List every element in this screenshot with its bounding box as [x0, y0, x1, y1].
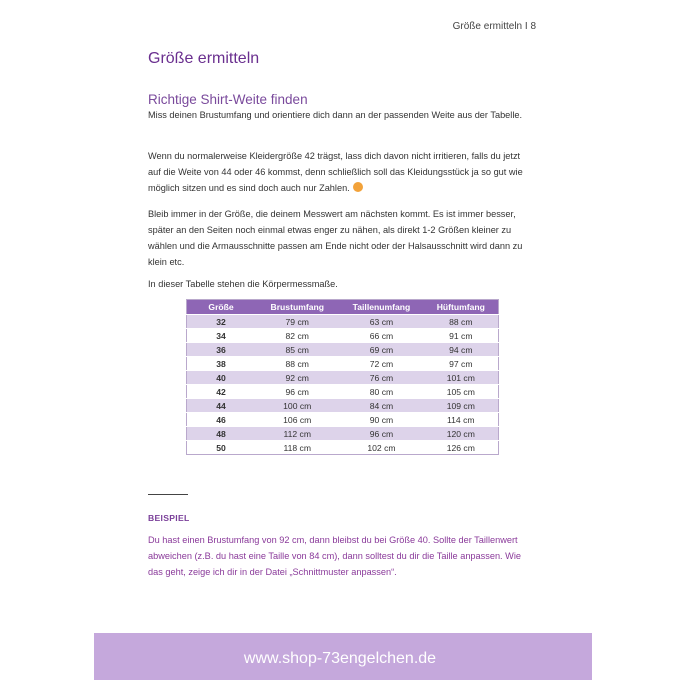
table-cell: 91 cm	[424, 329, 499, 343]
table-row	[187, 371, 499, 385]
table-cell: 46	[187, 413, 256, 427]
table-row	[187, 399, 499, 413]
table-row	[187, 343, 499, 357]
table-cell: 112 cm	[255, 427, 339, 441]
page-title: Größe ermitteln	[148, 50, 260, 67]
table-header-row	[187, 300, 499, 315]
smiley-icon	[353, 182, 363, 192]
table-cell: 102 cm	[339, 441, 423, 455]
table-cell: 82 cm	[255, 329, 339, 343]
table-body	[187, 315, 499, 455]
table-row	[187, 315, 499, 329]
table-cell: 106 cm	[255, 413, 339, 427]
example-text: Du hast einen Brustumfang von 92 cm, dann bleibst du bei Größe 40. Sollte der Taillenwert abweichen (z.B. du hast eine Taille von 84 cm), dann solltest du dir die Taille anpassen. Wie das geht, zeige ich dir in der Datei „Schnittmuster anpassen“.	[148, 535, 521, 577]
paragraph-advice: Bleib immer in der Größe, die deinem Messwert am nächsten kommt. Es ist immer besser, später an den Seiten noch einmal etwas enger zu nähen, als direkt 1-2 Größen kleiner zu wählen und die Armausschnitte passen am Ende nicht oder der Halsausschnitt wird dann zu klein etc.	[148, 209, 523, 267]
table-cell: 88 cm	[424, 315, 499, 329]
table-cell: 34	[187, 329, 256, 343]
table-cell: 96 cm	[255, 385, 339, 399]
table-cell: 72 cm	[339, 357, 423, 371]
table-cell: 50	[187, 441, 256, 455]
table-header-cell: Hüftumfang	[424, 300, 499, 315]
table-header-cell: Brustumfang	[255, 300, 339, 315]
table-row	[187, 413, 499, 427]
table-cell: 114 cm	[424, 413, 499, 427]
table-header-cell: Taillenumfang	[339, 300, 423, 315]
table-cell: 40	[187, 371, 256, 385]
table-cell: 32	[187, 315, 256, 329]
table-cell: 85 cm	[255, 343, 339, 357]
table-cell: 36	[187, 343, 256, 357]
table-cell: 105 cm	[424, 385, 499, 399]
example-heading: BEISPIEL	[148, 513, 190, 523]
table-header-cell: Größe	[187, 300, 256, 315]
table-row	[187, 441, 499, 455]
table-row	[187, 357, 499, 371]
table-cell: 94 cm	[424, 343, 499, 357]
table-cell: 66 cm	[339, 329, 423, 343]
table-cell: 48	[187, 427, 256, 441]
paragraph-size-note-text: Wenn du normalerweise Kleidergröße 42 trägst, lass dich davon nicht irritieren, falls du jetzt auf die Weite von 44 oder 46 kommst, denn schließlich soll das Kleidungsstück ja so gut wie möglich sitzen und es sind doch auch nur Zahlen.	[148, 151, 523, 193]
table-cell: 84 cm	[339, 399, 423, 413]
table-cell: 92 cm	[255, 371, 339, 385]
table-cell: 100 cm	[255, 399, 339, 413]
table-cell: 88 cm	[255, 357, 339, 371]
table-row	[187, 427, 499, 441]
table-cell: 96 cm	[339, 427, 423, 441]
table-cell: 109 cm	[424, 399, 499, 413]
table-cell: 44	[187, 399, 256, 413]
table-cell: 76 cm	[339, 371, 423, 385]
size-table	[186, 299, 499, 455]
table-cell: 69 cm	[339, 343, 423, 357]
paragraph-intro: Miss deinen Brustumfang und orientiere dich dann an der passenden Weite aus der Tabelle.	[148, 110, 523, 120]
table-cell: 42	[187, 385, 256, 399]
footer-url[interactable]: www.shop-73engelchen.de	[243, 650, 437, 667]
paragraph-table-intro: In dieser Tabelle stehen die Körpermessmaße.	[148, 279, 338, 289]
table-cell: 63 cm	[339, 315, 423, 329]
table-cell: 79 cm	[255, 315, 339, 329]
table-cell: 120 cm	[424, 427, 499, 441]
table-cell: 38	[187, 357, 256, 371]
running-header: Größe ermitteln I 8	[452, 21, 536, 32]
table-cell: 101 cm	[424, 371, 499, 385]
table-cell: 126 cm	[424, 441, 499, 455]
table-row	[187, 385, 499, 399]
section-subtitle: Richtige Shirt-Weite finden	[148, 92, 308, 107]
divider	[148, 494, 188, 495]
table-row	[187, 329, 499, 343]
table-cell: 80 cm	[339, 385, 423, 399]
table-cell: 97 cm	[424, 357, 499, 371]
table-cell: 118 cm	[255, 441, 339, 455]
table-cell: 90 cm	[339, 413, 423, 427]
paragraph-size-note	[148, 148, 533, 196]
